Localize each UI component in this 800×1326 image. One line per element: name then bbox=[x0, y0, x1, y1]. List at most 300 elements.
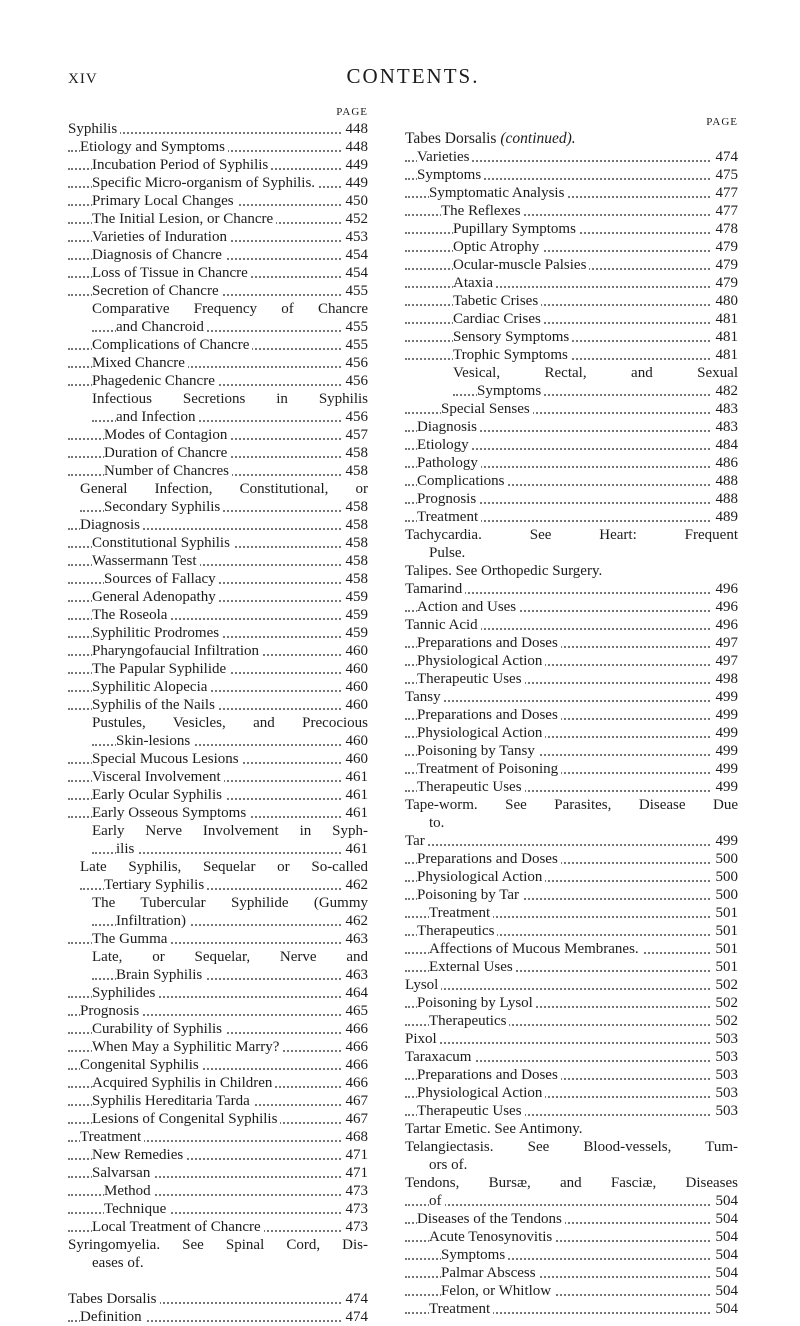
toc-entry-title: Etiology bbox=[417, 437, 472, 453]
toc-entry-title: Vesical, Rectal, and Sexual bbox=[453, 365, 738, 381]
toc-entry bbox=[405, 310, 738, 328]
toc-entry-page: 504 bbox=[712, 1246, 739, 1264]
toc-entry bbox=[68, 426, 368, 444]
toc-entry bbox=[68, 642, 368, 660]
toc-entry bbox=[68, 246, 368, 264]
toc-entry-page: 467 bbox=[342, 1092, 369, 1110]
toc-entry-page: 500 bbox=[712, 868, 739, 886]
toc-entry-page: 448 bbox=[342, 138, 369, 156]
cross-reference: Talipes. See Orthopedic Surgery. bbox=[405, 563, 603, 579]
toc-entry-page: 464 bbox=[342, 984, 369, 1002]
toc-entry-title-cont: and Chancroid bbox=[116, 319, 207, 335]
toc-entry-continuation bbox=[92, 966, 368, 984]
cross-reference-continuation: eases of. bbox=[92, 1255, 144, 1271]
toc-entry bbox=[405, 616, 738, 634]
toc-entry-page: 482 bbox=[712, 382, 739, 400]
toc-entry bbox=[405, 1282, 738, 1300]
toc-entry-continuation bbox=[92, 840, 368, 858]
spacer bbox=[68, 1272, 368, 1290]
toc-entry-page: 488 bbox=[712, 490, 739, 508]
toc-entry-title: Complications bbox=[417, 473, 508, 489]
toc-entry-title: The Reflexes bbox=[441, 203, 524, 219]
toc-entry-page: 478 bbox=[712, 220, 739, 238]
toc-entry-title: Pustules, Vesicles, and Precocious bbox=[92, 715, 368, 731]
toc-entry-title: Late Syphilis, Sequelar or So-called bbox=[80, 859, 368, 875]
toc-entry-page: 474 bbox=[342, 1290, 369, 1308]
toc-entry bbox=[68, 1110, 368, 1128]
toc-entry bbox=[68, 696, 368, 714]
toc-entry-page: 458 bbox=[342, 444, 369, 462]
toc-entry-page: 474 bbox=[712, 148, 739, 166]
toc-entry-page: 466 bbox=[342, 1038, 369, 1056]
toc-entry-title: Tabes Dorsalis bbox=[68, 1291, 160, 1307]
toc-entry bbox=[405, 598, 738, 616]
toc-entry bbox=[68, 444, 368, 462]
continued-heading bbox=[405, 130, 738, 148]
toc-entry-page: 455 bbox=[342, 336, 369, 354]
toc-entry-title: Preparations and Doses bbox=[417, 851, 561, 867]
toc-entry-title: Physiological Action bbox=[417, 653, 545, 669]
toc-entry-page: 503 bbox=[712, 1066, 739, 1084]
toc-entry bbox=[405, 364, 738, 400]
toc-entry-page: 479 bbox=[712, 256, 739, 274]
toc-entry-title: Definition bbox=[80, 1309, 145, 1325]
cross-reference-line: Tachycardia. See Heart: Frequent bbox=[405, 527, 738, 543]
toc-entry-page: 466 bbox=[342, 1020, 369, 1038]
toc-entry-page: 454 bbox=[342, 246, 369, 264]
toc-entry-continuation bbox=[92, 318, 368, 336]
toc-entry-title-cont: ilis bbox=[116, 841, 137, 857]
toc-right-column bbox=[405, 106, 738, 1318]
toc-entry-page: 452 bbox=[342, 210, 369, 228]
dot-leader bbox=[405, 844, 738, 846]
toc-entry bbox=[405, 670, 738, 688]
toc-entry-title: Treatment bbox=[417, 509, 481, 525]
toc-entry-page: 458 bbox=[342, 516, 369, 534]
toc-entry bbox=[68, 678, 368, 696]
toc-entry-page: 504 bbox=[712, 1282, 739, 1300]
toc-entry-page: 459 bbox=[342, 606, 369, 624]
toc-entry-title: Acute Tenosynovitis bbox=[429, 1229, 555, 1245]
toc-entry-page: 499 bbox=[712, 688, 739, 706]
toc-entry bbox=[68, 1074, 368, 1092]
toc-entry-title: Trophic Symptoms bbox=[453, 347, 571, 363]
toc-entry-title: Early Nerve Involvement in Syph- bbox=[92, 823, 368, 839]
toc-entry-continuation bbox=[92, 912, 368, 930]
toc-entry-title-cont: Symptoms bbox=[477, 383, 544, 399]
toc-entry-title: Pathology bbox=[417, 455, 481, 471]
toc-entry bbox=[405, 490, 738, 508]
toc-entry-title: Loss of Tissue in Chancre bbox=[92, 265, 251, 281]
toc-entry-title: Treatment bbox=[429, 1301, 493, 1317]
toc-entry-title: Special Senses bbox=[441, 401, 533, 417]
toc-entry-title: Diagnosis bbox=[417, 419, 480, 435]
toc-entry-title: Preparations and Doses bbox=[417, 1067, 561, 1083]
toc-entry-page: 477 bbox=[712, 184, 739, 202]
page-column-label: PAGE bbox=[336, 106, 368, 118]
toc-entry bbox=[68, 552, 368, 570]
toc-entries-left bbox=[68, 120, 368, 1326]
toc-entry bbox=[68, 300, 368, 336]
toc-entry bbox=[405, 760, 738, 778]
toc-entry bbox=[68, 750, 368, 768]
toc-entry-title: Etiology and Symptoms bbox=[80, 139, 228, 155]
toc-entry bbox=[405, 454, 738, 472]
toc-entry-page: 462 bbox=[342, 912, 369, 930]
toc-entry-title: Modes of Contagion bbox=[104, 427, 230, 443]
toc-entry-title: Felon, or Whitlow bbox=[441, 1283, 554, 1299]
toc-entry bbox=[405, 868, 738, 886]
continued-heading-title: Tabes Dorsalis bbox=[405, 130, 497, 147]
toc-entry bbox=[68, 516, 368, 534]
toc-entry-title-cont: Skin-lesions bbox=[116, 733, 193, 749]
toc-entry bbox=[68, 156, 368, 174]
toc-entry-title: Salvarsan bbox=[92, 1165, 153, 1181]
toc-entry bbox=[68, 1182, 368, 1200]
toc-entry-page: 503 bbox=[712, 1030, 739, 1048]
toc-entry-page: 481 bbox=[712, 310, 739, 328]
cross-reference bbox=[68, 1236, 368, 1272]
toc-entry bbox=[68, 480, 368, 516]
toc-entry-page: 481 bbox=[712, 328, 739, 346]
toc-entry bbox=[405, 1084, 738, 1102]
toc-entry-title: Therapeutic Uses bbox=[417, 671, 525, 687]
toc-entry-title: Diagnosis of Chancre bbox=[92, 247, 225, 263]
toc-entry bbox=[68, 1092, 368, 1110]
toc-entry bbox=[405, 850, 738, 868]
toc-entry-title: Diseases of the Tendons bbox=[417, 1211, 565, 1227]
toc-entry bbox=[68, 372, 368, 390]
toc-entry-title: The Tubercular Syphilide (Gummy bbox=[92, 895, 368, 911]
toc-entry-page: 456 bbox=[342, 408, 369, 426]
cross-reference: Tartar Emetic. See Antimony. bbox=[405, 1121, 583, 1137]
toc-entry bbox=[68, 930, 368, 948]
toc-entry-page: 499 bbox=[712, 724, 739, 742]
toc-entry bbox=[68, 390, 368, 426]
page-header bbox=[68, 64, 758, 94]
toc-entry-page: 503 bbox=[712, 1084, 739, 1102]
toc-entry bbox=[405, 418, 738, 436]
toc-entry-title: Physiological Action bbox=[417, 725, 545, 741]
toc-entry-page: 502 bbox=[712, 1012, 739, 1030]
toc-entry-continuation bbox=[92, 732, 368, 750]
toc-entry-page: 458 bbox=[342, 462, 369, 480]
toc-entry-title: Therapeutic Uses bbox=[417, 1103, 525, 1119]
toc-entry bbox=[405, 688, 738, 706]
toc-entry bbox=[68, 120, 368, 138]
cross-reference-continuation: Pulse. bbox=[429, 545, 466, 561]
cross-reference bbox=[405, 526, 738, 562]
toc-entry-page: 465 bbox=[342, 1002, 369, 1020]
toc-entry-page: 504 bbox=[712, 1210, 739, 1228]
toc-entry-page: 501 bbox=[712, 904, 739, 922]
toc-entry-title: Taraxacum bbox=[405, 1049, 474, 1065]
cross-reference-continuation: to. bbox=[429, 815, 445, 831]
toc-entry bbox=[405, 220, 738, 238]
toc-entry bbox=[68, 606, 368, 624]
dot-leader bbox=[405, 1042, 738, 1044]
toc-entry bbox=[405, 328, 738, 346]
toc-entry-page: 460 bbox=[342, 660, 369, 678]
toc-entry-page: 502 bbox=[712, 976, 739, 994]
toc-entry bbox=[68, 1020, 368, 1038]
toc-entry bbox=[405, 184, 738, 202]
toc-entry-page: 453 bbox=[342, 228, 369, 246]
toc-entry bbox=[68, 1290, 368, 1308]
toc-entry-page: 462 bbox=[342, 876, 369, 894]
toc-entry-title: Palmar Abscess bbox=[441, 1265, 539, 1281]
toc-entry-page: 499 bbox=[712, 706, 739, 724]
toc-entry-title: Poisoning by Tansy bbox=[417, 743, 538, 759]
dot-leader bbox=[405, 988, 738, 990]
toc-entry-page: 463 bbox=[342, 966, 369, 984]
toc-entry-title: Primary Local Changes bbox=[92, 193, 237, 209]
toc-entry-title: Physiological Action bbox=[417, 1085, 545, 1101]
toc-entry-title: The Gumma bbox=[92, 931, 170, 947]
toc-entry bbox=[405, 1012, 738, 1030]
toc-entry-title: Syphilitic Prodromes bbox=[92, 625, 222, 641]
toc-entry-title: Special Mucous Lesions bbox=[92, 751, 242, 767]
toc-left-column bbox=[68, 106, 368, 1326]
toc-entry-page: 474 bbox=[342, 1308, 369, 1326]
toc-entry bbox=[405, 148, 738, 166]
toc-entry bbox=[405, 634, 738, 652]
toc-entry-page: 466 bbox=[342, 1056, 369, 1074]
toc-entry-title: Pharyngofaucial Infiltration bbox=[92, 643, 262, 659]
toc-entry bbox=[68, 534, 368, 552]
toc-entry-page: 484 bbox=[712, 436, 739, 454]
toc-entry-page: 479 bbox=[712, 238, 739, 256]
toc-entry-page: 501 bbox=[712, 922, 739, 940]
toc-entry-title: Number of Chancres bbox=[104, 463, 232, 479]
toc-entry bbox=[405, 274, 738, 292]
toc-entry-page: 460 bbox=[342, 678, 369, 696]
toc-entry-title: Ocular-muscle Palsies bbox=[453, 257, 589, 273]
toc-entry bbox=[68, 660, 368, 678]
toc-entry-page: 503 bbox=[712, 1102, 739, 1120]
toc-entry-page: 471 bbox=[342, 1164, 369, 1182]
toc-entry-title: Incubation Period of Syphilis bbox=[92, 157, 271, 173]
toc-entry-title: Symptoms bbox=[441, 1247, 508, 1263]
toc-entry-title-cont: Infiltration) bbox=[116, 913, 189, 929]
toc-entry bbox=[68, 354, 368, 372]
toc-entry-title: Preparations and Doses bbox=[417, 707, 561, 723]
toc-entry-page: 504 bbox=[712, 1300, 739, 1318]
toc-entry-page: 488 bbox=[712, 472, 739, 490]
toc-entry bbox=[68, 1038, 368, 1056]
toc-entry bbox=[68, 1218, 368, 1236]
page-number: xiv bbox=[68, 64, 98, 88]
toc-entry-title: Therapeutics bbox=[429, 1013, 509, 1029]
toc-entry bbox=[405, 1300, 738, 1318]
toc-entry-title: Treatment of Poisoning bbox=[417, 761, 561, 777]
toc-entry-title: Tar bbox=[405, 833, 428, 849]
toc-entry bbox=[68, 1128, 368, 1146]
toc-entry bbox=[68, 1308, 368, 1326]
toc-entry-page: 448 bbox=[342, 120, 369, 138]
toc-entry-title: Curability of Syphilis bbox=[92, 1021, 225, 1037]
toc-entry-title: External Uses bbox=[429, 959, 516, 975]
toc-entry-page: 473 bbox=[342, 1182, 369, 1200]
toc-entries-right bbox=[405, 148, 738, 1318]
toc-entry-title: Poisoning by Tar bbox=[417, 887, 522, 903]
toc-entry bbox=[405, 904, 738, 922]
toc-entry-title: Late, or Sequelar, Nerve and bbox=[92, 949, 368, 965]
toc-entry-title: Therapeutics bbox=[417, 923, 497, 939]
toc-entry-title: New Remedies bbox=[92, 1147, 186, 1163]
toc-entry-title: Infectious Secretions in Syphilis bbox=[92, 391, 368, 407]
toc-entry-page: 463 bbox=[342, 930, 369, 948]
toc-entry-title: Early Osseous Symptoms bbox=[92, 805, 249, 821]
toc-entry bbox=[68, 1056, 368, 1074]
toc-entry-continuation bbox=[80, 876, 368, 894]
toc-entry bbox=[68, 858, 368, 894]
toc-entry-title: Tendons, Bursæ, and Fasciæ, Diseases bbox=[405, 1175, 738, 1191]
toc-entry bbox=[405, 1210, 738, 1228]
toc-entry-title: Syphilis bbox=[68, 121, 120, 137]
toc-entry-page: 481 bbox=[712, 346, 739, 364]
toc-entry-title: Syphilides bbox=[92, 985, 158, 1001]
toc-entry-title: Sources of Fallacy bbox=[104, 571, 219, 587]
toc-entry-page: 500 bbox=[712, 886, 739, 904]
toc-entry-title: General Infection, Constitutional, or bbox=[80, 481, 368, 497]
toc-entry-continuation bbox=[405, 1192, 738, 1210]
toc-entry bbox=[68, 264, 368, 282]
toc-entry bbox=[68, 174, 368, 192]
toc-entry bbox=[68, 822, 368, 858]
toc-entry bbox=[68, 210, 368, 228]
toc-entry bbox=[68, 948, 368, 984]
toc-entry-page: 460 bbox=[342, 642, 369, 660]
toc-entry-title: Varieties bbox=[417, 149, 472, 165]
toc-entry bbox=[405, 1048, 738, 1066]
toc-entry bbox=[68, 624, 368, 642]
toc-entry-page: 456 bbox=[342, 354, 369, 372]
toc-entry-page: 498 bbox=[712, 670, 739, 688]
toc-entry-title: Lysol bbox=[405, 977, 441, 993]
toc-entry-title: Prognosis bbox=[417, 491, 479, 507]
toc-entry-title: Tansy bbox=[405, 689, 444, 705]
toc-entry-page: 483 bbox=[712, 418, 739, 436]
toc-entry-title: Physiological Action bbox=[417, 869, 545, 885]
toc-entry-title: Affections of Mucous Membranes. bbox=[429, 941, 642, 957]
toc-entry-page: 459 bbox=[342, 588, 369, 606]
toc-entry-title: Early Ocular Syphilis bbox=[92, 787, 225, 803]
page-column-label: PAGE bbox=[706, 116, 738, 128]
toc-entry bbox=[405, 940, 738, 958]
toc-entry-page: 467 bbox=[342, 1110, 369, 1128]
toc-entry-page: 461 bbox=[342, 786, 369, 804]
page-title: CONTENTS. bbox=[346, 64, 480, 88]
toc-entry-page: 460 bbox=[342, 732, 369, 750]
toc-entry-page: 460 bbox=[342, 750, 369, 768]
toc-entry-title: Local Treatment of Chancre bbox=[92, 1219, 264, 1235]
toc-entry-title: Lesions of Congenital Syphilis bbox=[92, 1111, 280, 1127]
toc-entry-title: Symptomatic Analysis bbox=[429, 185, 567, 201]
toc-entry bbox=[405, 706, 738, 724]
toc-entry-page: 460 bbox=[342, 696, 369, 714]
toc-entry bbox=[405, 958, 738, 976]
toc-entry-title: Technique bbox=[104, 1201, 169, 1217]
toc-entry-title: Treatment bbox=[80, 1129, 144, 1145]
toc-entry-page: 504 bbox=[712, 1228, 739, 1246]
toc-entry-page: 480 bbox=[712, 292, 739, 310]
toc-entry-title-cont: Tertiary Syphilis bbox=[104, 877, 207, 893]
toc-entry-title: Pupillary Symptoms bbox=[453, 221, 579, 237]
toc-entry-page: 475 bbox=[712, 166, 739, 184]
toc-entry bbox=[68, 804, 368, 822]
toc-entry bbox=[68, 894, 368, 930]
toc-entry-page: 504 bbox=[712, 1264, 739, 1282]
toc-entry-title: Mixed Chancre bbox=[92, 355, 188, 371]
toc-entry-title: Tabetic Crises bbox=[453, 293, 541, 309]
toc-entry bbox=[405, 886, 738, 904]
toc-entry bbox=[405, 724, 738, 742]
toc-entry-page: 502 bbox=[712, 994, 739, 1012]
toc-entry-page: 499 bbox=[712, 742, 739, 760]
toc-entry-page: 458 bbox=[342, 498, 369, 516]
toc-entry-page: 499 bbox=[712, 760, 739, 778]
toc-entry-title: Wassermann Test bbox=[92, 553, 200, 569]
toc-entry-page: 501 bbox=[712, 940, 739, 958]
toc-entry-title: Action and Uses bbox=[417, 599, 519, 615]
toc-entry bbox=[68, 462, 368, 480]
toc-entry-title-cont: of bbox=[429, 1193, 445, 1209]
toc-entry-page: 486 bbox=[712, 454, 739, 472]
toc-entry bbox=[405, 1264, 738, 1282]
toc-entry-title: Diagnosis bbox=[80, 517, 143, 533]
toc-entry-title: Method bbox=[104, 1183, 154, 1199]
toc-entry bbox=[68, 714, 368, 750]
toc-entry-page: 456 bbox=[342, 372, 369, 390]
toc-entry-title: Acquired Syphilis in Children bbox=[92, 1075, 275, 1091]
toc-entry bbox=[68, 282, 368, 300]
toc-entry-title: Optic Atrophy bbox=[453, 239, 542, 255]
toc-entry bbox=[405, 1066, 738, 1084]
toc-entry-title: Duration of Chancre bbox=[104, 445, 230, 461]
toc-entry-title: Poisoning by Lysol bbox=[417, 995, 536, 1011]
toc-entry-page: 496 bbox=[712, 598, 739, 616]
toc-entry bbox=[405, 436, 738, 454]
continued-heading-suffix: (continued). bbox=[500, 130, 576, 147]
toc-entry bbox=[405, 292, 738, 310]
toc-entry-page: 461 bbox=[342, 804, 369, 822]
toc-entry-title: The Roseola bbox=[92, 607, 170, 623]
toc-entry-page: 449 bbox=[342, 156, 369, 174]
toc-entry bbox=[68, 768, 368, 786]
toc-entry-page: 497 bbox=[712, 634, 739, 652]
toc-entry bbox=[68, 1164, 368, 1182]
toc-entry bbox=[405, 1030, 738, 1048]
toc-entry bbox=[68, 786, 368, 804]
toc-entry bbox=[68, 588, 368, 606]
cross-reference bbox=[405, 1138, 738, 1174]
cross-reference-continuation: ors of. bbox=[429, 1157, 468, 1173]
toc-entry-title: Secretion of Chancre bbox=[92, 283, 222, 299]
toc-entry bbox=[68, 570, 368, 588]
toc-entry-title: Specific Micro-organism of Syphilis. bbox=[92, 175, 318, 191]
toc-entry-title: Tamarind bbox=[405, 581, 465, 597]
toc-entry-title: Constitutional Syphilis bbox=[92, 535, 233, 551]
toc-entry bbox=[68, 138, 368, 156]
toc-entry-title: Therapeutic Uses bbox=[417, 779, 525, 795]
toc-entry-page: 461 bbox=[342, 768, 369, 786]
toc-entry-title: When May a Syphilitic Marry? bbox=[92, 1039, 282, 1055]
toc-entry-page: 449 bbox=[342, 174, 369, 192]
cross-reference-line: Telangiectasis. See Blood-vessels, Tum- bbox=[405, 1139, 738, 1155]
toc-entry-page: 497 bbox=[712, 652, 739, 670]
toc-entry-page: 489 bbox=[712, 508, 739, 526]
